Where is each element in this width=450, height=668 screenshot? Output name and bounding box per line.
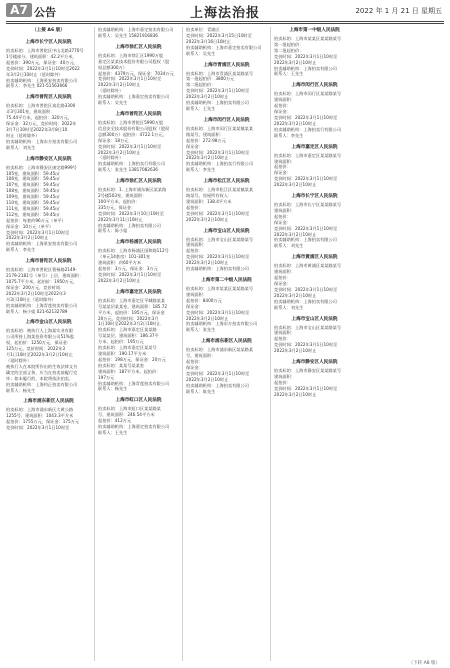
- notice-line: 拍卖辅助机构：上海市嘉定拍卖有限公司: [98, 27, 174, 32]
- notice-line: 75.44平方米，起拍价：320万元，: [6, 115, 73, 121]
- notice-line: 拍卖标的：上海市青浦区某某路某号: [186, 70, 254, 76]
- notice-line: 拍卖辅助机构：上海拍卖行有限公司: [98, 161, 166, 167]
- notice-line: 联系人：李先生: [274, 132, 304, 138]
- notice-line: 联系人：张先生 13817082636: [98, 167, 158, 173]
- notice-line: 号某某层某某室，建筑面积：185.72: [98, 303, 168, 309]
- notice-line: 信息安全技术股份有限公司股权（股权: [98, 125, 170, 131]
- notice-line: 保证金：: [274, 219, 291, 225]
- notice-court-title: 上海市普陀区人民法院: [25, 95, 72, 101]
- notice-line: 2022年3月2日10时止: [274, 348, 317, 354]
- notice-line: （延时除外）: [98, 155, 124, 161]
- auction-notice: [274, 194, 355, 249]
- notice-line: 拍卖标的：上海市宝山区某某路某号: [186, 236, 254, 242]
- notice-line: 起拍价：: [274, 213, 291, 219]
- auction-notice: [274, 317, 355, 355]
- notice-line: （延时除外）: [98, 88, 124, 94]
- notice-court-title: 上海市金山区人民法院: [25, 320, 72, 326]
- notice-line: 年3月2日10时止（延时除外）: [6, 71, 63, 77]
- auction-notice: [6, 40, 91, 89]
- notice-line: 1号楼部分，建筑面积：42.2平方米，: [6, 53, 77, 59]
- notice-line: 联系人：王先生: [186, 105, 216, 111]
- notice-line: 拍卖标的：上海市静安区康定路999号: [6, 164, 77, 170]
- auction-notice: [186, 339, 267, 394]
- notice-line: 拍卖单位：青浦区: [186, 27, 220, 32]
- notice-line: 拍卖辅助机构：上海市嘉定拍卖有限公司: [186, 44, 262, 50]
- notice-line: 2022年3月2日10时止: [186, 94, 229, 100]
- notice-line: 拍卖辅助机构：上海拍卖有限公司: [98, 222, 161, 228]
- notice-line: 拍卖标的：上海市某某区某某路某号: [274, 36, 342, 41]
- notice-line: 拍卖辅助机构：上海拍卖有限公司: [186, 100, 249, 106]
- notice-line: 起拍价：: [274, 336, 291, 342]
- notice-line: 拍卖辅助机构：上海东方拍卖有限公司: [186, 321, 258, 327]
- notice-line: 105室，建筑面积：59.45㎡: [6, 170, 60, 176]
- notice-line: 建筑面积：190.17平方米: [98, 350, 147, 356]
- notice-line: 109室，建筑面积：59.45㎡: [6, 194, 60, 200]
- notice-line: 起拍价：8400万元: [186, 297, 222, 303]
- notice-line: 建筑面积：: [274, 158, 295, 164]
- auction-notice: [6, 28, 91, 34]
- notice-line: 1日10时至2022年3月2日10时止: [98, 321, 161, 327]
- notice-line: 竞价时间：2022年3月10日10时至: [98, 210, 164, 216]
- notice-line: 2022年3月2日10时止: [274, 391, 317, 397]
- auction-notice: [6, 157, 91, 254]
- newspaper-masthead: 上海法治报: [189, 6, 260, 21]
- notice-line: 建筑面积：: [186, 291, 207, 297]
- notice-line: 2179-2181号（单号）上层，建筑面积：: [6, 273, 84, 279]
- notice-line: 拍卖标的：上海市嘉定区平城路某某: [98, 297, 166, 303]
- notice-line: 2022年3月2日10时止: [274, 182, 317, 188]
- notice-line: 拍卖标的：上海市普陀区曹杨路2149-: [6, 267, 77, 273]
- notice-line: 起拍价：每套约96万元（单平）: [6, 217, 66, 223]
- notice-line: 权，起拍价：1250万元，保证金：: [6, 340, 72, 346]
- notice-line: 联系人：刘先生: [6, 144, 36, 150]
- auction-notice: [6, 259, 91, 314]
- notice-line: 竞价时间：2022年3月1日10时至: [186, 370, 250, 376]
- continued-note: （下转 A8 版）: [408, 661, 440, 666]
- notice-line: 拍卖标的：上海市普陀区5990万股: [98, 119, 164, 125]
- auction-notice: [186, 118, 267, 173]
- notice-line: 联系人：李先生: [6, 247, 36, 253]
- notice-line: 建筑面积：: [274, 330, 295, 336]
- notice-line: 建筑面积：: [274, 373, 295, 379]
- notice-line: 公司所持上海某投资有限公司51%股: [6, 334, 74, 340]
- notice-line: 毕；如未履行的，本院将依法拍卖。: [6, 375, 74, 381]
- auction-notice: [98, 240, 179, 283]
- notice-line: 拍卖辅助机构：上海嘉定拍卖有限公司: [98, 94, 170, 100]
- notice-line: 起拍价：: [274, 164, 291, 170]
- notice-line: 2022年3月11日10时止: [98, 216, 143, 222]
- notice-line: 联系人：王先生: [274, 71, 304, 77]
- auction-notice: [274, 255, 355, 310]
- notice-line: 起拍价：: [274, 103, 291, 109]
- notice-line: 拍卖标的：上海市嘉定区某某路某号: [274, 152, 342, 158]
- notice-line: 第二批起拍价：: [186, 82, 216, 88]
- notice-line: 拍卖标的：上海市嘉定区某某路: [98, 327, 157, 333]
- notice-court-title: 上海市徐汇区人民法院: [115, 44, 162, 50]
- notice-line: 拍卖标的：上海市长宁区某某路某号: [274, 202, 342, 208]
- notice-line: 保证金：: [186, 303, 203, 309]
- notice-line: 1075.7平方米，起拍价：1950万元，: [6, 279, 78, 284]
- notice-line: 起拍价：1755万元，保证金：175万元: [6, 419, 80, 425]
- notice-line: 竞价时间：2022年3月1日10时至: [186, 210, 250, 216]
- notice-line: 权总额300万）: [98, 64, 127, 70]
- notice-court-title: 上海市杨浦区人民法院: [115, 240, 162, 246]
- notice-line: 拍卖辅助机构：上海拍卖行有限公司: [274, 126, 342, 132]
- notice-line: 拍卖标的：上海市浦东新区某某路某: [186, 347, 254, 353]
- notice-court-title: 上海市宝山区人民法院: [291, 316, 338, 322]
- notice-line: 竞价时间：2022年3月1日10时至: [186, 149, 250, 155]
- notice-line: 197万元: [98, 374, 115, 380]
- notice-line: 竞价时间：2022年3月1日10时至: [98, 272, 162, 277]
- notice-court-title: 上海市第二中级人民法院: [201, 278, 252, 283]
- auction-notice: [274, 360, 355, 398]
- notice-line: 竞价时间：2022年3月15日10时至: [186, 32, 252, 38]
- notice-line: 竞价时间：2022年3月1日10时至: [274, 53, 338, 59]
- notice-line: 2022年3月2日10时止: [186, 260, 229, 266]
- notice-court-title: 上海市徐汇区人民法院: [115, 179, 162, 185]
- notice-court-title: 上海市普陀区人民法院: [25, 259, 72, 265]
- auction-notice: [98, 290, 179, 393]
- notice-line: 2022年3月16日10时止: [186, 38, 231, 44]
- notice-line: 111室，建筑面积：59.45㎡: [6, 205, 60, 211]
- notice-line: 确定的全部义务，应当在拍卖前履行完: [6, 369, 78, 375]
- notice-line: 110室，建筑面积：59.45㎡: [6, 200, 60, 206]
- notice-line: 保证金：: [274, 109, 291, 115]
- notice-line: 竞价时间：2022年3月1日10时至: [186, 309, 250, 315]
- notice-line: 3月7日10时至2022年3月8日10: [6, 126, 68, 132]
- notice-line: 联系人：刘先生: [274, 304, 304, 310]
- notice-line: 335万元，保证金：: [98, 204, 136, 210]
- notice-line: 保证金：18万元: [98, 137, 129, 143]
- notice-court-title: 上海市浦东新区人民法院: [201, 339, 252, 345]
- notice-line: 竞价时间：2022年3月1日10时至: [274, 342, 338, 348]
- notice-line: 路某号，房屋所有权人：: [186, 193, 233, 199]
- notice-line: 拍卖标的：上海市嘉定区某某号: [98, 345, 157, 351]
- notice-line: 拍卖标的：某某号某某室: [98, 362, 145, 368]
- notice-line: 竞价时间：2022年3月1日10时至: [186, 254, 250, 260]
- auction-notice: [186, 179, 267, 222]
- notice-line: 拍卖标的：上海市某某区某某路某号: [186, 286, 254, 291]
- notice-line: 2022年3月2日10时止: [186, 155, 229, 161]
- notice-line: 竞价时间：2022年3月1日10时至: [6, 425, 70, 431]
- notice-court-title: 上海市浦东新区人民法院: [23, 399, 74, 405]
- notice-line: 联系人：张先生: [186, 327, 216, 333]
- notice-line: 2022年3月2日10时止: [274, 292, 317, 298]
- notice-line: 拍卖辅助机构：上海拍卖行有限公司: [186, 161, 254, 167]
- auction-notice: [98, 112, 179, 173]
- notice-line: 竞价时间：2022年3月1日10时至: [274, 385, 338, 391]
- notice-line: 2022年3月2日10时止: [186, 216, 229, 222]
- notice-line: 20万元，竞价时间：2022年3月: [98, 315, 159, 321]
- notice-line: 总额300万）起拍价：4722.1万元，: [98, 131, 167, 137]
- auction-notice: [186, 63, 267, 112]
- notice-line: 建筑面积：187平方米，起拍价：: [98, 368, 161, 374]
- notice-court-title: 上海市长宁区人民法院: [25, 40, 72, 45]
- notice-line: 竞价时间：2022年3月1日10时至: [274, 286, 338, 292]
- notice-line: 起拍价：: [274, 275, 291, 281]
- notice-court-title: 上海市静安区人民法院: [291, 360, 338, 366]
- notice-line: 联系人：杨先生: [6, 387, 36, 393]
- notice-line: 2022年3月2日10时止: [98, 277, 141, 283]
- notice-line: 建筑面积：138.4平方米: [186, 198, 232, 204]
- auction-notice: [98, 45, 179, 106]
- notice-line: 被执行人在本院所作出的生效法律文书: [6, 363, 78, 369]
- notice-line: 保证金：: [274, 281, 291, 286]
- notice-line: 拍卖标的：上海市杨浦区国和路112号: [98, 248, 169, 254]
- notice-line: 1255号，建筑面积：1043.3平方米: [6, 413, 74, 419]
- notice-line: 拍卖标的：1. 上海市浦东新区某某路: [98, 187, 167, 193]
- notice-line: 2022年3月2日10时至2022年3: [6, 290, 66, 296]
- notice-line: 2022年3月2日10时止: [98, 82, 141, 88]
- notice-line: 路某号，建筑面积：: [186, 131, 224, 137]
- notice-line: 竞价时间：2022年3月1日10时至: [274, 176, 338, 182]
- notice-line: 107室，建筑面积：59.45㎡: [6, 182, 60, 188]
- auction-notice: [6, 95, 91, 150]
- notice-line: 联系人：杨小姐 021-62132789: [6, 308, 68, 314]
- notice-line: 方米，起拍价：195万元: [98, 339, 144, 345]
- notice-line: 保证金：10万元（单平）: [6, 223, 54, 229]
- section-title: 公告: [34, 6, 56, 19]
- page-header: [0, 0, 450, 22]
- notice-court-title: 上海市虹口区人民法院: [115, 398, 162, 404]
- notice-line: 联系人：陈先生: [186, 388, 216, 394]
- notice-line: 保证金：: [186, 143, 203, 149]
- notice-line: 起拍价：: [186, 204, 203, 210]
- notice-line: 号，建筑面积：: [186, 353, 216, 359]
- notice-line: 联系人：吴先生: [186, 50, 216, 56]
- notice-court-title: 上海市青浦区人民法院: [203, 62, 250, 68]
- notice-court-title: （上接 A6 版）: [32, 28, 65, 33]
- notice-line: 竞价时间：2022年3月1日10时至2022: [6, 65, 80, 71]
- notice-line: 联系人：陈小姐: [98, 228, 128, 234]
- auction-notice: [274, 145, 355, 188]
- notice-line: 建筑面积：: [274, 207, 295, 213]
- notice-line: 起拍价：: [274, 379, 291, 385]
- notice-line: 起拍价：: [186, 248, 203, 254]
- notice-line: 2022年3月2日10时止: [186, 376, 229, 382]
- notice-line: 拍卖标的：上海市松江区某某镇某某: [186, 187, 254, 193]
- header-rule: [6, 21, 444, 22]
- notice-line: 拍卖辅助机构：上海拍卖有限公司: [274, 298, 337, 304]
- auction-notice: [186, 278, 267, 333]
- notice-line: 保证金：200万元，竞价时间：: [6, 284, 65, 290]
- auction-notice: [98, 27, 179, 39]
- notice-line: 建筑面积：: [186, 242, 207, 248]
- issue-date: 2022 年 1 月 21 日 星期五: [355, 7, 442, 15]
- notice-court-title: 上海市松江区人民法院: [203, 179, 250, 185]
- notice-line: 起拍价：390万元，保证金：40万元，: [6, 59, 78, 65]
- notice-line: 建筑面积：约60平方米: [98, 260, 142, 266]
- notice-line: 拍卖辅助机构：上海东方拍卖有限公司: [6, 138, 78, 144]
- notice-line: 2022年3月2日10时止: [186, 315, 229, 321]
- notice-line: 起拍价：4379万元，保证金：7034万元: [98, 70, 174, 76]
- notice-line: 时止（延时除外）: [6, 132, 40, 138]
- notice-column: [94, 27, 182, 661]
- notice-line: 联系人：杨先生: [98, 386, 128, 392]
- notice-column: [270, 27, 358, 661]
- notice-court-title: 上海市第一中级人民法院: [289, 28, 340, 33]
- notice-line: 100平方米，起拍价：: [98, 198, 140, 204]
- notice-line: 112室，建筑面积：59.45㎡: [6, 211, 60, 217]
- notice-line: 拍卖标的：上海市闵行区某某镇某某: [186, 125, 254, 131]
- notice-line: 第二批起拍价：: [274, 47, 304, 53]
- notice-line: 2022年3月2日10时止: [274, 120, 317, 126]
- notice-line: 保证金：: [186, 364, 203, 370]
- notice-line: 2号楼503室，建筑面积：: [98, 193, 147, 199]
- notice-line: 竞价时间：2022年3月1日10时至: [274, 114, 338, 120]
- notice-line: 拍卖辅助机构：上海青莲拍卖有限公司: [98, 380, 170, 386]
- notice-court-title: 上海市嘉定区人民法院: [291, 144, 338, 150]
- auction-notice: [98, 398, 179, 436]
- page-number-badge: A7: [6, 3, 32, 17]
- notice-court-title: 上海市静安区人民法院: [25, 156, 72, 162]
- notice-line: 拍卖标的：上海市宝山区某某路某号: [274, 324, 342, 330]
- auction-notice: [274, 83, 355, 138]
- notice-line: 起拍价：: [186, 359, 203, 365]
- notice-line: 平方米，起拍价：195万元，保证金: [98, 309, 165, 315]
- notice-line: 月3日10时止（延时除外）: [6, 296, 56, 302]
- notice-line: 拍卖标的：上海市徐汇区1990万股: [98, 52, 164, 58]
- notice-line: 2022年3月2日10时止: [274, 59, 317, 65]
- notice-line: 竞价时间：2022年3月1日10时至: [98, 143, 162, 149]
- notice-line: 号，建筑面积：246.54平方米: [98, 412, 155, 418]
- notice-line: 108室，建筑面积：59.45㎡: [6, 188, 60, 194]
- notice-line: （单元14套房）101-301室: [98, 254, 151, 260]
- notice-line: 拍卖标的：上海市闵行区某某路某号: [274, 91, 342, 97]
- notice-line: 拍卖辅助机构：上海嘉定拍卖有限公司: [98, 424, 170, 430]
- notice-line: 拍卖标的：上海市虹口区某某路某: [98, 406, 161, 412]
- notice-line: 2022年3月2日10时止: [6, 235, 49, 241]
- auction-notice: [6, 320, 91, 393]
- notice-line: 2022年3月2日10时止: [98, 149, 141, 155]
- notice-line: 起拍价：198万元，保证金：20万元: [98, 356, 166, 362]
- notice-line: 拍卖标的：上海市黄浦区某某路某号: [274, 263, 342, 269]
- auction-notice: [98, 179, 179, 234]
- notice-columns: [6, 27, 444, 661]
- header-rule-double: [6, 23, 444, 24]
- notice-line: 建筑面积：: [274, 97, 295, 103]
- notice-line: 竞价时间：2022年3月1日10时至: [98, 76, 162, 82]
- notice-line: 弄3号301室，建筑面积：: [6, 109, 55, 115]
- notice-court-title: 上海市闵行区人民法院: [203, 117, 250, 123]
- notice-line: 拍卖标的：上海市普陀区中山北路3770号: [6, 48, 84, 53]
- notice-court-title: 上海市普陀区人民法院: [115, 111, 162, 117]
- notice-line: 拍卖辅助机构：上海拍卖有限公司: [186, 382, 249, 388]
- notice-court-title: 上海市嘉定区人民法院: [115, 289, 162, 295]
- notice-line: 拍卖辅助机构：上海拍卖有限公司: [274, 65, 337, 71]
- notice-line: 联系人：吴先生 15821916836: [98, 32, 158, 38]
- notice-line: 起拍价：3万元，保证金：3万元: [98, 266, 158, 272]
- notice-line: 保证金：32万元，竞价时间：2022年: [6, 121, 77, 127]
- notice-line: 起拍价：412万元: [98, 418, 132, 424]
- notice-line: 联系人：吴先生: [98, 100, 128, 106]
- notice-line: 拍卖标的：上海市浦东新区大黄公路: [6, 407, 74, 413]
- notice-line: 拍卖辅助机构：上海拍卖有限公司: [274, 237, 337, 243]
- auction-notice: [186, 229, 267, 272]
- notice-line: 竞价时间：2022年3月1日10时至: [274, 225, 338, 231]
- notice-column: [182, 27, 270, 661]
- notice-line: 125万元，竞价时间：2022年3: [6, 346, 66, 352]
- notice-line: 联系人：李先生 021-51563666: [6, 83, 68, 89]
- auction-notice: [274, 28, 355, 77]
- notice-line: 竞价时间：2022年3月1日10时至: [186, 88, 250, 94]
- notice-line: 拍卖辅助机构：上海钧正拍卖有限公司: [6, 381, 78, 387]
- notice-line: 联系人：李先生: [186, 167, 216, 173]
- notice-line: 嘉定区某某技术股份有限公司股权（股: [98, 58, 170, 64]
- notice-court-title: 上海市黄浦区人民法院: [291, 255, 338, 261]
- notice-line: 拍卖标的：被执行人上海某实业有限: [6, 328, 74, 334]
- notice-line: 第一批起拍价：: [274, 41, 304, 47]
- notice-line: 拍卖标的：上海市普陀区真北路3300: [6, 103, 76, 109]
- notice-line: 拍卖辅助机构：上海拍卖有限公司: [186, 266, 249, 272]
- notice-court-title: 上海市闵行区人民法院: [291, 83, 338, 89]
- notice-line: 起拍价：272.98万元: [186, 137, 226, 143]
- notice-line: 建筑面积：: [274, 269, 295, 275]
- notice-court-title: 上海市宝山区人民法院: [203, 228, 250, 234]
- notice-line: 联系人：王先生: [98, 429, 128, 435]
- notice-line: 月1日10时至2022年3月2日10时止: [6, 352, 73, 358]
- notice-line: 竞价时间：2022年3月1日10时至: [6, 229, 70, 235]
- notice-line: 第一批起拍价：3800万元: [186, 76, 235, 82]
- notice-column: [6, 27, 94, 661]
- notice-line: 拍卖辅助机构：上海景安拍卖有限公司: [6, 241, 78, 247]
- notice-line: 保证金：: [274, 170, 291, 176]
- auction-notice: [6, 399, 91, 431]
- auction-notice: [186, 27, 267, 57]
- notice-line: 拍卖辅助机构：上海青莲拍卖有限公司: [6, 302, 78, 308]
- notice-line: 拍卖标的：上海市静安区某某路某号: [274, 368, 342, 374]
- notice-line: 2022年3月2日10时止: [274, 231, 317, 237]
- notice-line: 106室，建筑面积：59.45㎡: [6, 176, 60, 182]
- notice-line: 号某某层，建筑面积：186.37平: [98, 333, 159, 339]
- notice-line: （延时除外）: [6, 357, 32, 363]
- notice-line: 联系人：刘先生: [274, 243, 304, 249]
- notice-court-title: 上海市长宁区人民法院: [291, 194, 338, 200]
- notice-line: 拍卖辅助机构：上海景安拍卖有限公司: [6, 77, 78, 83]
